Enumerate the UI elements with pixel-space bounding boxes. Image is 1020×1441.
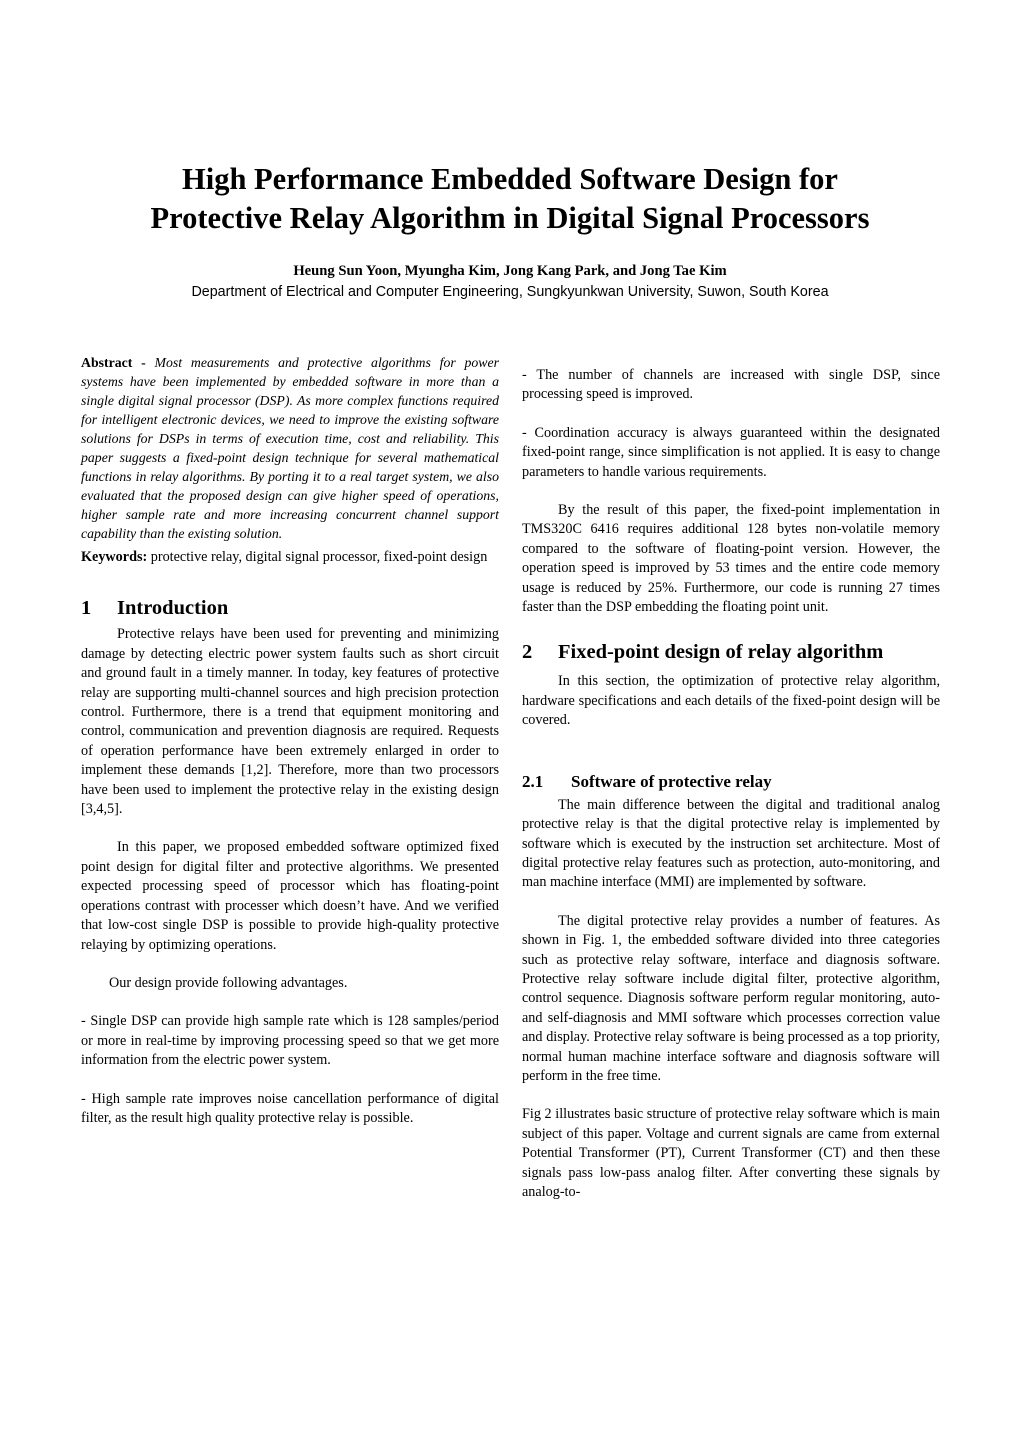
advantage-item-2: - High sample rate improves noise cancellation performance of digital filter, as the result high quality protective relay is possible. — [81, 1090, 499, 1126]
paper-title — [0, 160, 1020, 238]
right-column — [522, 366, 940, 1202]
section-title: Introduction — [117, 597, 229, 620]
intro-paragraph-2: In this paper, we proposed embedded software optimized fixed point design for digital filter and protective algorithms. We presented expected processing speed of processor which has floating-point operations contrast with processer which doesn’t have. And we verified that low-cost single DSP is possible to provide high-quality protective relaying by optimizing operations. — [81, 839, 499, 953]
subsection-number: 2.1 — [522, 771, 544, 791]
keywords — [81, 548, 499, 567]
advantage-item-3: - The number of channels are increased with single DSP, since processing speed is improved. — [522, 367, 940, 403]
section-number: 2 — [522, 641, 533, 664]
abstract — [81, 353, 499, 543]
subsection-heading-software — [522, 771, 940, 793]
keywords-text: protective relay, digital signal processor, fixed-point design — [150, 549, 488, 565]
abstract-label: Abstract - — [81, 355, 146, 370]
software-paragraph-3: Fig 2 illustrates basic structure of protective relay software which is main subject of this paper. Voltage and current signals are came from external Potential Transformer (PT), Current Transformer (CT) and then these signals pass low-pass analog filter. After converting these signals by analog-to- — [522, 1106, 940, 1200]
section2-paragraph: In this section, the optimization of protective relay algorithm, hardware specifications and each details of the fixed-point design will be covered. — [522, 673, 940, 729]
section-heading-fixed-point — [522, 639, 940, 665]
advantage-item-1: - Single DSP can provide high sample rate which is 128 samples/period or more in real-time by improving processing speed so that we get more information from the electric power system. — [81, 1013, 499, 1069]
section-title: Fixed-point design of relay algorithm — [558, 641, 884, 664]
keywords-label: Keywords: — [81, 549, 148, 565]
left-column — [81, 353, 499, 1128]
title-line-2: Protective Relay Algorithm in Digital Signal Processors — [150, 201, 870, 235]
section-number: 1 — [81, 597, 92, 620]
title-line-1: High Performance Embedded Software Design for — [182, 162, 838, 196]
intro-paragraph-1: Protective relays have been used for preventing and minimizing damage by detecting electric power system faults such as short circuit and ground fault in a timely manner. In today, key features of protective relay are supporting multi-channel sources and high precision protection control. Furthermore, there is a trend that equipment monitoring and control, communication and prevention diagnosis are required. Requests of operation performance have been extremely enlarged in order to implement these demands [1,2]. Therefore, more than two processors have been used to implement the protective relay in the existing design [3,4,5]. — [81, 626, 499, 818]
abstract-text: Most measurements and protective algorithms for power systems have been implemented by embedded software in more than a single digital signal processor (DSP). As more complex functions required for intelligent electronic devices, we need to improve the existing software solutions for DSPs in terms of execution time, cost and reliability. This paper suggests a fixed-point design technique for several mathematical functions in relay algorithms. By porting it to a real target system, we also evaluated that the proposed design can give higher speed of operations, higher sample rate and more increasing concurrent channel support capability than the existing solution. — [81, 355, 500, 541]
advantage-item-4: - Coordination accuracy is always guaranteed within the designated fixed-point range, since simplification is not applied. It is easy to change parameters to handle various requirements. — [522, 424, 940, 480]
subsection-title: Software of protective relay — [571, 771, 772, 791]
software-paragraph-2: The digital protective relay provides a number of features. As shown in Fig. 1, the embedded software divided into three categories such as protective relay software, interface and diagnosis software. Protective relay software include digital filter, protective algorithm, control sequence. Diagnosis software perform regular monitoring, auto- and self-diagnosis and MMI software which processes correction value and display. Protective relay software is being processed as a top priority, normal human machine interface software and diagnosis software will perform in the free time. — [522, 912, 940, 1084]
software-paragraph-1: The main difference between the digital and traditional analog protective relay is that the digital protective relay is implemented by software which is executed by the instruction set architecture. Most of digital protective relay features such as protection, auto-monitoring, and man machine interface (MMI) are implemented by software. — [522, 796, 940, 891]
result-paragraph: By the result of this paper, the fixed-point implementation in TMS320C 6416 requires additional 128 bytes non-volatile memory compared to the software of floating-point version. However, the operation speed is improved by 53 times and the entire code memory usage is reduced by 25%. Furthermore, our code is running 27 times faster than the DSP embedding the floating point unit. — [522, 502, 940, 616]
affiliation: Department of Electrical and Computer Engineering, Sungkyunkwan University, Suwon, South Korea — [191, 284, 829, 300]
author-list: Heung Sun Yoon, Myungha Kim, Jong Kang Park, and Jong Tae Kim — [293, 263, 727, 279]
intro-paragraph-3: Our design provide following advantages. — [109, 974, 348, 991]
section-heading-introduction — [81, 595, 499, 621]
